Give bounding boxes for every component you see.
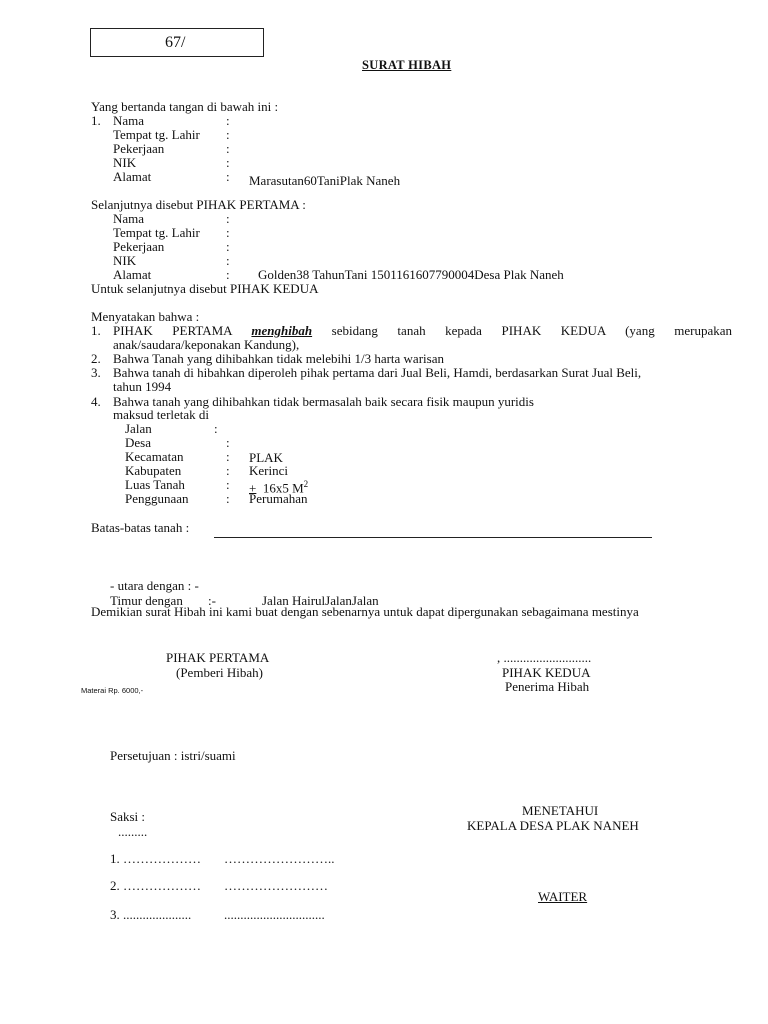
statement-1-line-1 [113,323,732,338]
p1-ttl-label: Tempat tg. Lahir [113,127,200,142]
p1-pekerjaan-colon: : [226,141,230,156]
statement-4-line-2: maksud terletak di [113,407,210,422]
statement-1-rest: sebidang tanah kepada PIHAK KEDUA (yang merupakan [331,323,733,338]
persetujuan: Persetujuan : istri/suami [110,748,236,763]
luas-colon: : [226,477,230,492]
p1-alamat-label: Alamat [113,169,152,184]
batas-timur-colon: :- [208,593,216,608]
kecamatan-colon: : [226,449,230,464]
desa-label: Desa [125,435,151,450]
statement-2: Bahwa Tanah yang dihibahkan tidak melebihi 1/3 harta warisan [113,351,444,366]
document-number-box [90,28,264,57]
p1-nama-colon: : [226,113,230,128]
saksi-1-signature: …………………….. [224,851,335,866]
batas-label: Batas-batas tanah : [91,520,190,535]
p1-designation: Selanjutnya disebut PIHAK PERTAMA : [91,197,306,212]
kabupaten-label: Kabupaten [125,463,182,478]
statement-3-number: 3. [91,365,101,380]
penggunaan-value: Perumahan [249,491,308,506]
kabupaten-value: Kerinci [249,463,288,478]
statement-2-number: 2. [91,351,101,366]
p1-alamat-value: Marasutan60TaniPlak Naneh [249,173,401,188]
kabupaten-colon: : [226,463,230,478]
statement-4: Bahwa tanah yang dihibahkan tidak bermasalah baik secara fisik maupun yuridis [113,394,534,409]
saksi-1-number: 1. ……………… [110,851,201,866]
p2-alamat-label: Alamat [113,267,152,282]
p1-nik-colon: : [226,155,230,170]
p2-ttl-colon: : [226,225,230,240]
luas-label: Luas Tanah [125,477,185,492]
statement-3-line-2: tahun 1994 [113,379,172,394]
document-number: 67/ [165,34,186,51]
p2-pekerjaan-label: Pekerjaan [113,239,165,254]
party-one-number: 1. [91,113,101,128]
sign-pihak-kedua: PIHAK KEDUA [502,665,591,680]
saksi-dots: ......... [118,824,148,839]
statement-1-party: PIHAK PERTAMA [113,323,232,338]
saksi-2-signature: …………………… [224,878,328,893]
p1-nama-label: Nama [113,113,145,128]
materai-note: Materai Rp. 6000,- [81,686,144,695]
luas-superscript: 2 [303,479,309,489]
plus-minus-sign: + [249,480,257,496]
sign-pihak-pertama: PIHAK PERTAMA [166,650,270,665]
p2-alamat-value: Golden38 TahunTani 1501161607790004Desa Plak Naneh [258,267,564,282]
mengetahui-label: MENETAHUI [522,803,599,818]
statement-3: Bahwa tanah di hibahkan diperoleh pihak pertama dari Jual Beli, Hamdi, berdasarkan Surat Jual Beli, [113,365,642,380]
sign-pemberi-hibah: (Pemberi Hibah) [176,665,264,680]
jalan-label: Jalan [125,421,152,436]
kepala-desa-label: KEPALA DESA PLAK NANEH [467,818,639,833]
sign-penerima-hibah: Penerima Hibah [505,679,590,694]
intro-text: Yang bertanda tangan di bawah ini : [91,99,279,114]
statement-1-bold: menghibah [251,323,313,338]
p2-alamat-colon: : [226,267,230,282]
p2-ttl-label: Tempat tg. Lahir [113,225,200,240]
batas-timur-label: Timur dengan [110,593,183,608]
batas-timur-value: Jalan HairulJalanJalan [262,593,379,608]
luas-number: 16x5 M [262,480,304,496]
kecamatan-label: Kecamatan [125,449,184,464]
kecamatan-value: PLAK [249,450,283,465]
p1-pekerjaan-label: Pekerjaan [113,141,165,156]
saksi-3-signature: ............................... [224,907,325,922]
statement-4-number: 4. [91,394,101,409]
divider-line [214,537,652,538]
p2-nama-colon: : [226,211,230,226]
p2-nama-label: Nama [113,211,145,226]
jalan-colon: : [214,421,218,436]
sign-date-line: , ........................... [497,650,592,665]
declare-intro: Menyatakan bahwa : [91,309,200,324]
p2-designation: Untuk selanjutnya disebut PIHAK KEDUA [91,281,319,296]
statement-1-line-2: anak/saudara/keponakan Kandung), [113,337,300,352]
penggunaan-label: Penggunaan [125,491,189,506]
saksi-3-number: 3. ..................... [110,907,192,922]
document-title: SURAT HIBAH [362,58,452,72]
kepala-desa-name: WAITER [538,889,588,904]
p2-nik-label: NIK [113,253,137,268]
p1-nik-label: NIK [113,155,137,170]
closing-statement: Demikian surat Hibah ini kami buat dengan sebenarnya untuk dapat dipergunakan sebagaimana mestinya [91,604,639,619]
batas-utara: - utara dengan : - [110,578,199,593]
saksi-2-number: 2. ……………… [110,878,201,893]
p2-pekerjaan-colon: : [226,239,230,254]
desa-colon: : [226,435,230,450]
penggunaan-colon: : [226,491,230,506]
statement-1-number: 1. [91,323,101,338]
saksi-label: Saksi : [110,809,146,824]
p2-nik-colon: : [226,253,230,268]
p1-ttl-colon: : [226,127,230,142]
p1-alamat-colon: : [226,169,230,184]
